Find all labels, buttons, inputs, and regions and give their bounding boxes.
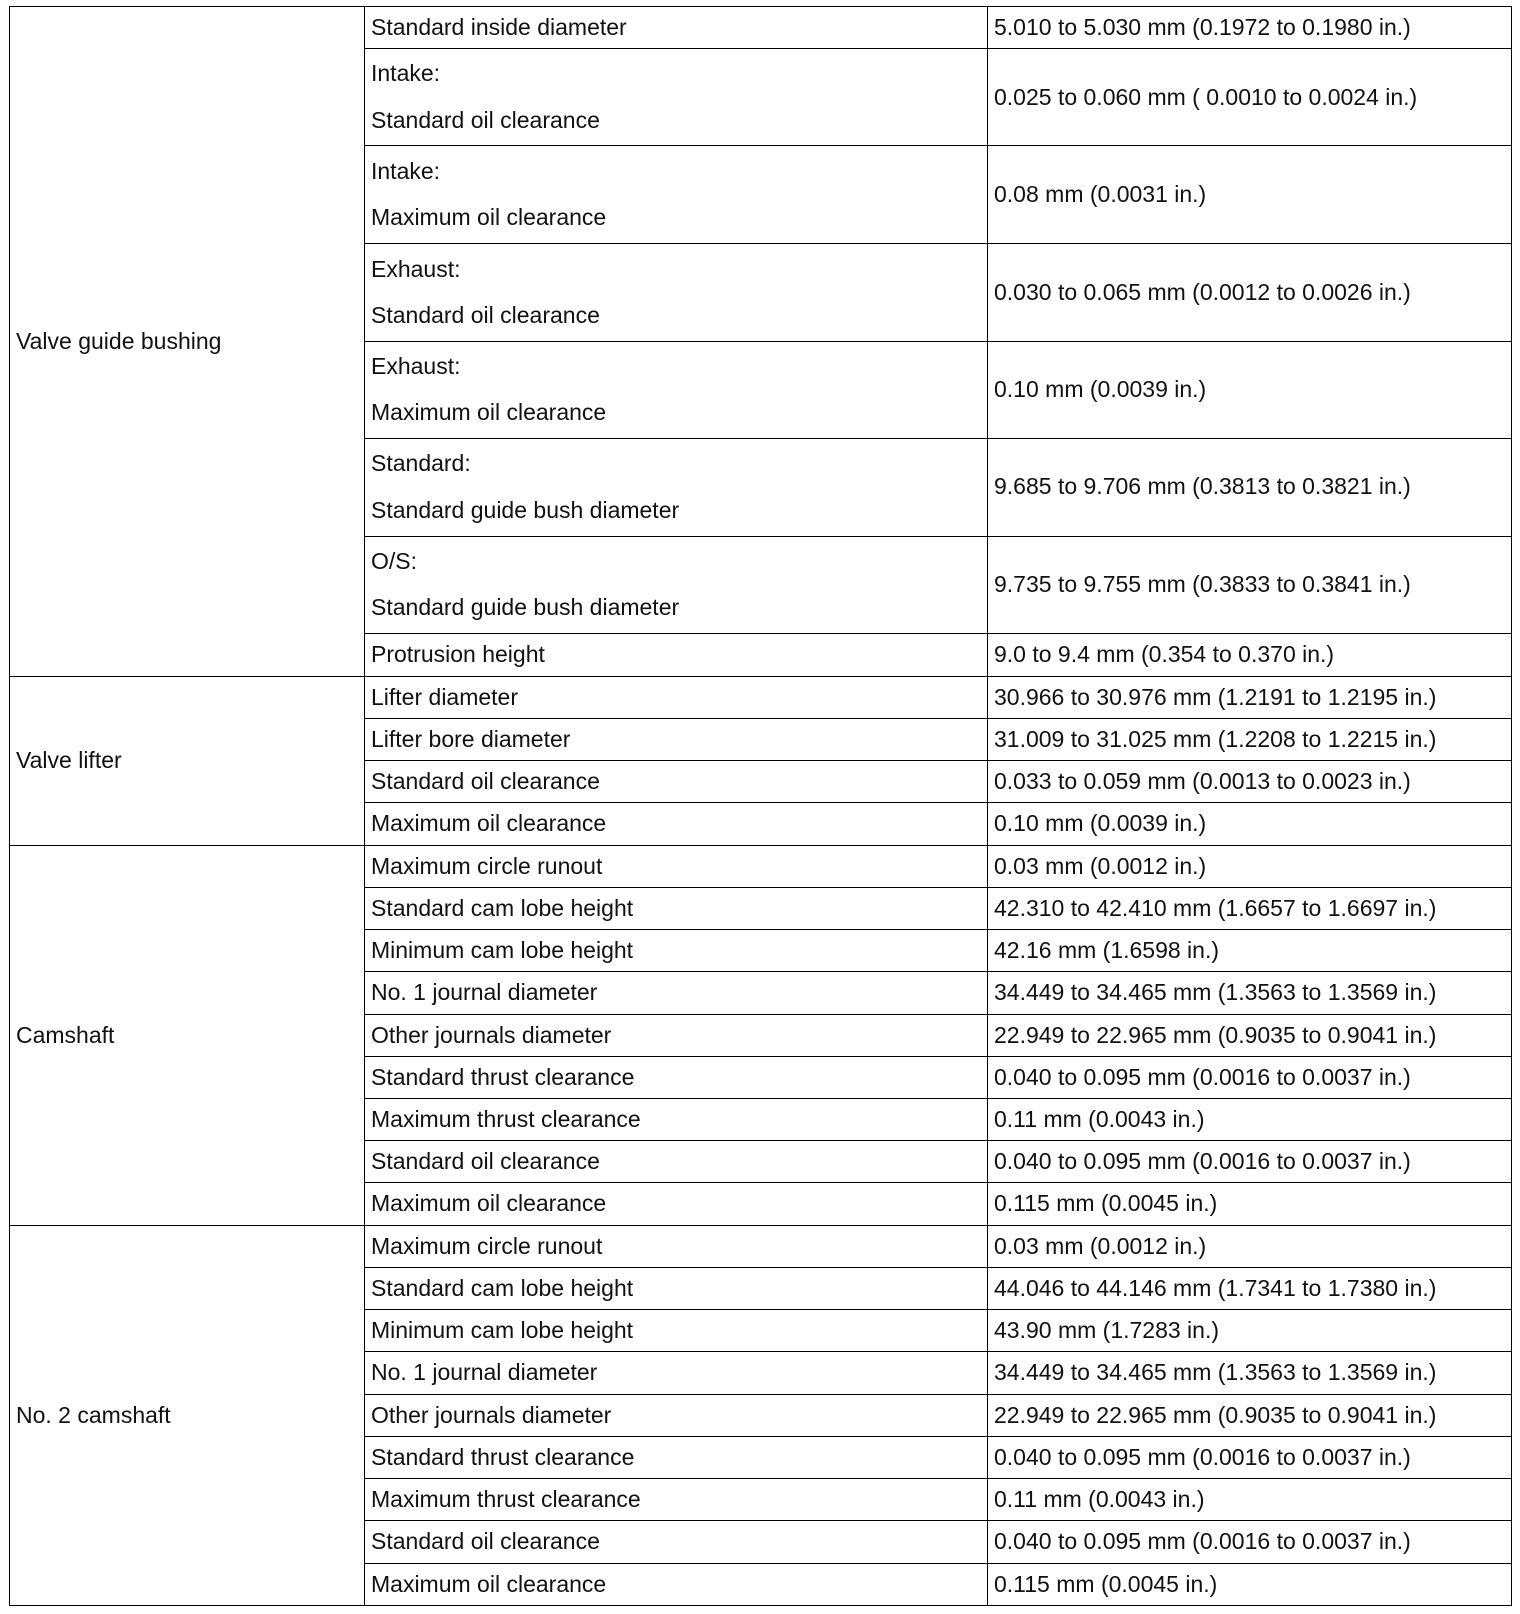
item-cell: Minimum cam lobe height	[365, 1310, 988, 1352]
item-label: Standard oil clearance	[371, 301, 600, 328]
item-label: Maximum oil clearance	[371, 399, 607, 426]
item-cell: Maximum circle runout	[365, 1225, 988, 1267]
value-cell: 9.685 to 9.706 mm (0.3813 to 0.3821 in.)	[988, 438, 1512, 536]
item-cell: Standard inside diameter	[365, 7, 988, 49]
group-name-cell: No. 2 camshaft	[10, 1225, 365, 1605]
item-cell: Maximum oil clearance	[365, 1183, 988, 1225]
item-cell: Standard oil clearance	[365, 1521, 988, 1563]
value-cell: 9.735 to 9.755 mm (0.3833 to 0.3841 in.)	[988, 536, 1512, 634]
value-cell: 34.449 to 34.465 mm (1.3563 to 1.3569 in.)	[988, 972, 1512, 1014]
value-cell: 0.10 mm (0.0039 in.)	[988, 803, 1512, 845]
value-cell: 0.040 to 0.095 mm (0.0016 to 0.0037 in.)	[988, 1436, 1512, 1478]
item-qualifier: Intake:	[371, 157, 441, 184]
item-label: Standard guide bush diameter	[371, 594, 680, 621]
table-row	[10, 845, 1512, 887]
item-cell	[365, 243, 988, 341]
value-cell: 0.115 mm (0.0045 in.)	[988, 1183, 1512, 1225]
value-cell: 34.449 to 34.465 mm (1.3563 to 1.3569 in.)	[988, 1352, 1512, 1394]
value-cell: 43.90 mm (1.7283 in.)	[988, 1310, 1512, 1352]
value-cell: 0.033 to 0.059 mm (0.0013 to 0.0023 in.)	[988, 761, 1512, 803]
value-cell: 22.949 to 22.965 mm (0.9035 to 0.9041 in.)	[988, 1394, 1512, 1436]
item-cell: Standard oil clearance	[365, 1141, 988, 1183]
item-cell	[365, 341, 988, 438]
item-cell: Protrusion height	[365, 634, 988, 676]
group-name-cell: Valve guide bushing	[10, 7, 365, 677]
item-cell: Minimum cam lobe height	[365, 930, 988, 972]
value-cell: 0.11 mm (0.0043 in.)	[988, 1099, 1512, 1141]
item-qualifier: Exhaust:	[371, 352, 461, 379]
value-cell: 22.949 to 22.965 mm (0.9035 to 0.9041 in.)	[988, 1014, 1512, 1056]
value-cell: 44.046 to 44.146 mm (1.7341 to 1.7380 in.)	[988, 1267, 1512, 1309]
item-cell: Maximum circle runout	[365, 845, 988, 887]
value-cell: 5.010 to 5.030 mm (0.1972 to 0.1980 in.)	[988, 7, 1512, 49]
value-cell: 0.03 mm (0.0012 in.)	[988, 1225, 1512, 1267]
value-cell: 0.08 mm (0.0031 in.)	[988, 146, 1512, 244]
item-cell: Maximum oil clearance	[365, 803, 988, 845]
item-cell: Standard thrust clearance	[365, 1436, 988, 1478]
item-cell: Standard cam lobe height	[365, 1267, 988, 1309]
item-qualifier: Exhaust:	[371, 255, 461, 282]
item-cell: Other journals diameter	[365, 1014, 988, 1056]
item-cell	[365, 146, 988, 244]
value-cell: 31.009 to 31.025 mm (1.2208 to 1.2215 in.)	[988, 718, 1512, 760]
value-cell: 0.040 to 0.095 mm (0.0016 to 0.0037 in.)	[988, 1056, 1512, 1098]
value-cell: 42.16 mm (1.6598 in.)	[988, 930, 1512, 972]
item-cell: Other journals diameter	[365, 1394, 988, 1436]
value-cell: 0.040 to 0.095 mm (0.0016 to 0.0037 in.)	[988, 1521, 1512, 1563]
item-cell: Lifter bore diameter	[365, 718, 988, 760]
item-cell	[365, 536, 988, 634]
item-cell: No. 1 journal diameter	[365, 1352, 988, 1394]
specification-table	[9, 6, 1512, 1606]
group-name-cell: Camshaft	[10, 845, 365, 1225]
item-label: Maximum oil clearance	[371, 204, 607, 231]
value-cell: 9.0 to 9.4 mm (0.354 to 0.370 in.)	[988, 634, 1512, 676]
table-row	[10, 676, 1512, 718]
item-cell: Maximum oil clearance	[365, 1563, 988, 1605]
item-cell	[365, 49, 988, 146]
item-cell	[365, 438, 988, 536]
item-qualifier: Intake:	[371, 60, 441, 87]
item-cell: Standard oil clearance	[365, 761, 988, 803]
value-cell: 0.025 to 0.060 mm ( 0.0010 to 0.0024 in.)	[988, 49, 1512, 146]
value-cell: 0.11 mm (0.0043 in.)	[988, 1479, 1512, 1521]
item-cell: Standard cam lobe height	[365, 887, 988, 929]
value-cell: 42.310 to 42.410 mm (1.6657 to 1.6697 in.)	[988, 887, 1512, 929]
item-label: Standard oil clearance	[371, 106, 600, 133]
value-cell: 0.115 mm (0.0045 in.)	[988, 1563, 1512, 1605]
item-cell: No. 1 journal diameter	[365, 972, 988, 1014]
group-name-cell: Valve lifter	[10, 676, 365, 845]
item-cell: Lifter diameter	[365, 676, 988, 718]
item-cell: Maximum thrust clearance	[365, 1479, 988, 1521]
value-cell: 0.040 to 0.095 mm (0.0016 to 0.0037 in.)	[988, 1141, 1512, 1183]
value-cell: 0.030 to 0.065 mm (0.0012 to 0.0026 in.)	[988, 243, 1512, 341]
value-cell: 0.10 mm (0.0039 in.)	[988, 341, 1512, 438]
item-cell: Maximum thrust clearance	[365, 1099, 988, 1141]
value-cell: 30.966 to 30.976 mm (1.2191 to 1.2195 in.)	[988, 676, 1512, 718]
value-cell: 0.03 mm (0.0012 in.)	[988, 845, 1512, 887]
item-cell: Standard thrust clearance	[365, 1056, 988, 1098]
item-label: Standard guide bush diameter	[371, 496, 680, 523]
table-row	[10, 7, 1512, 49]
table-row	[10, 1225, 1512, 1267]
item-qualifier: O/S:	[371, 548, 418, 575]
item-qualifier: Standard:	[371, 450, 471, 477]
